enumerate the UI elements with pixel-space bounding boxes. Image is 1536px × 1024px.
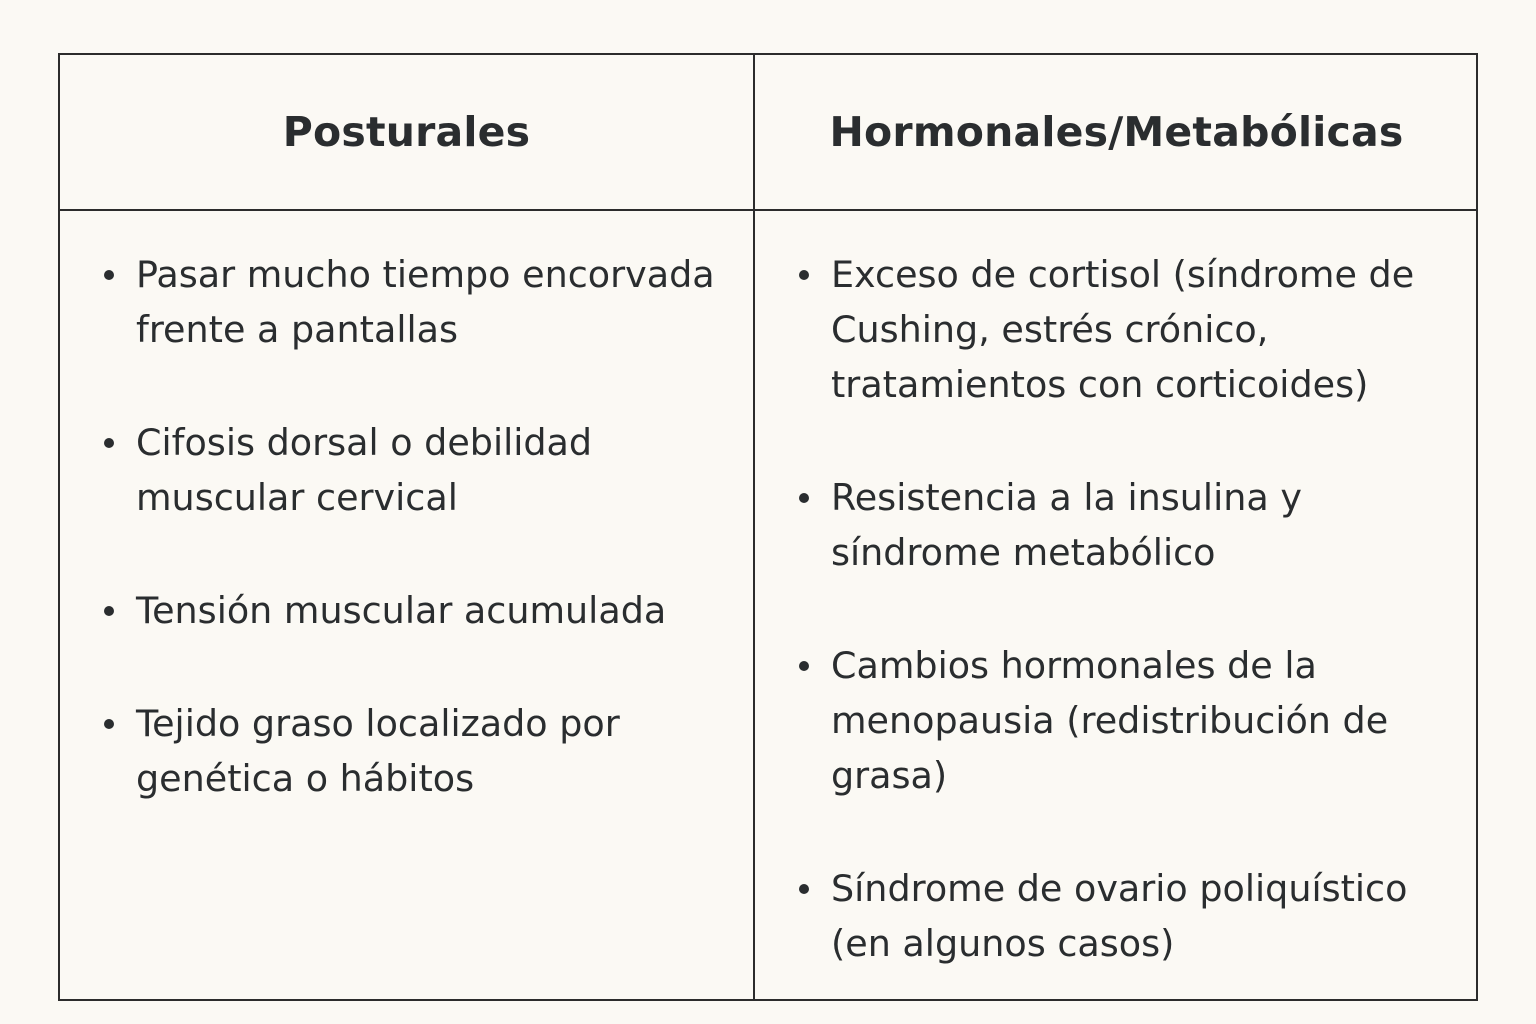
list-item bbox=[795, 861, 1475, 971]
list-item bbox=[100, 247, 750, 357]
comparison-table bbox=[58, 53, 1478, 1001]
list-item-text: Cifosis dorsal o debilidad muscular cervical bbox=[136, 421, 593, 519]
list-item bbox=[100, 415, 750, 525]
header-hormonales-metabolicas: Hormonales/Metabólicas bbox=[829, 108, 1404, 156]
list-item-text: Resistencia a la insulina y síndrome metabólico bbox=[831, 476, 1302, 574]
bullet-icon bbox=[799, 661, 809, 671]
bullet-icon bbox=[799, 884, 809, 894]
bullet-icon bbox=[104, 438, 114, 448]
list-item-text: Pasar mucho tiempo encorvada frente a pantallas bbox=[136, 253, 715, 351]
posturales-list bbox=[100, 247, 750, 864]
list-item-text: Exceso de cortisol (síndrome de Cushing, estrés crónico, tratamientos con corticoides) bbox=[831, 253, 1415, 406]
list-item-text: Cambios hormonales de la menopausia (redistribución de grasa) bbox=[831, 644, 1389, 797]
list-item bbox=[100, 583, 750, 638]
list-item bbox=[795, 470, 1475, 580]
list-item-text: Tensión muscular acumulada bbox=[136, 589, 667, 632]
list-item bbox=[100, 696, 750, 806]
header-posturales: Posturales bbox=[282, 108, 531, 156]
bullet-icon bbox=[104, 270, 114, 280]
list-item bbox=[795, 638, 1475, 803]
header-divider bbox=[60, 209, 1476, 211]
bullet-icon bbox=[104, 606, 114, 616]
bullet-icon bbox=[799, 493, 809, 503]
bullet-icon bbox=[799, 270, 809, 280]
list-item-text: Tejido graso localizado por genética o hábitos bbox=[136, 702, 620, 800]
hormonales-metabolicas-list bbox=[795, 247, 1475, 1024]
list-item bbox=[795, 247, 1475, 412]
list-item-text: Síndrome de ovario poliquístico (en algunos casos) bbox=[831, 867, 1408, 965]
bullet-icon bbox=[104, 719, 114, 729]
